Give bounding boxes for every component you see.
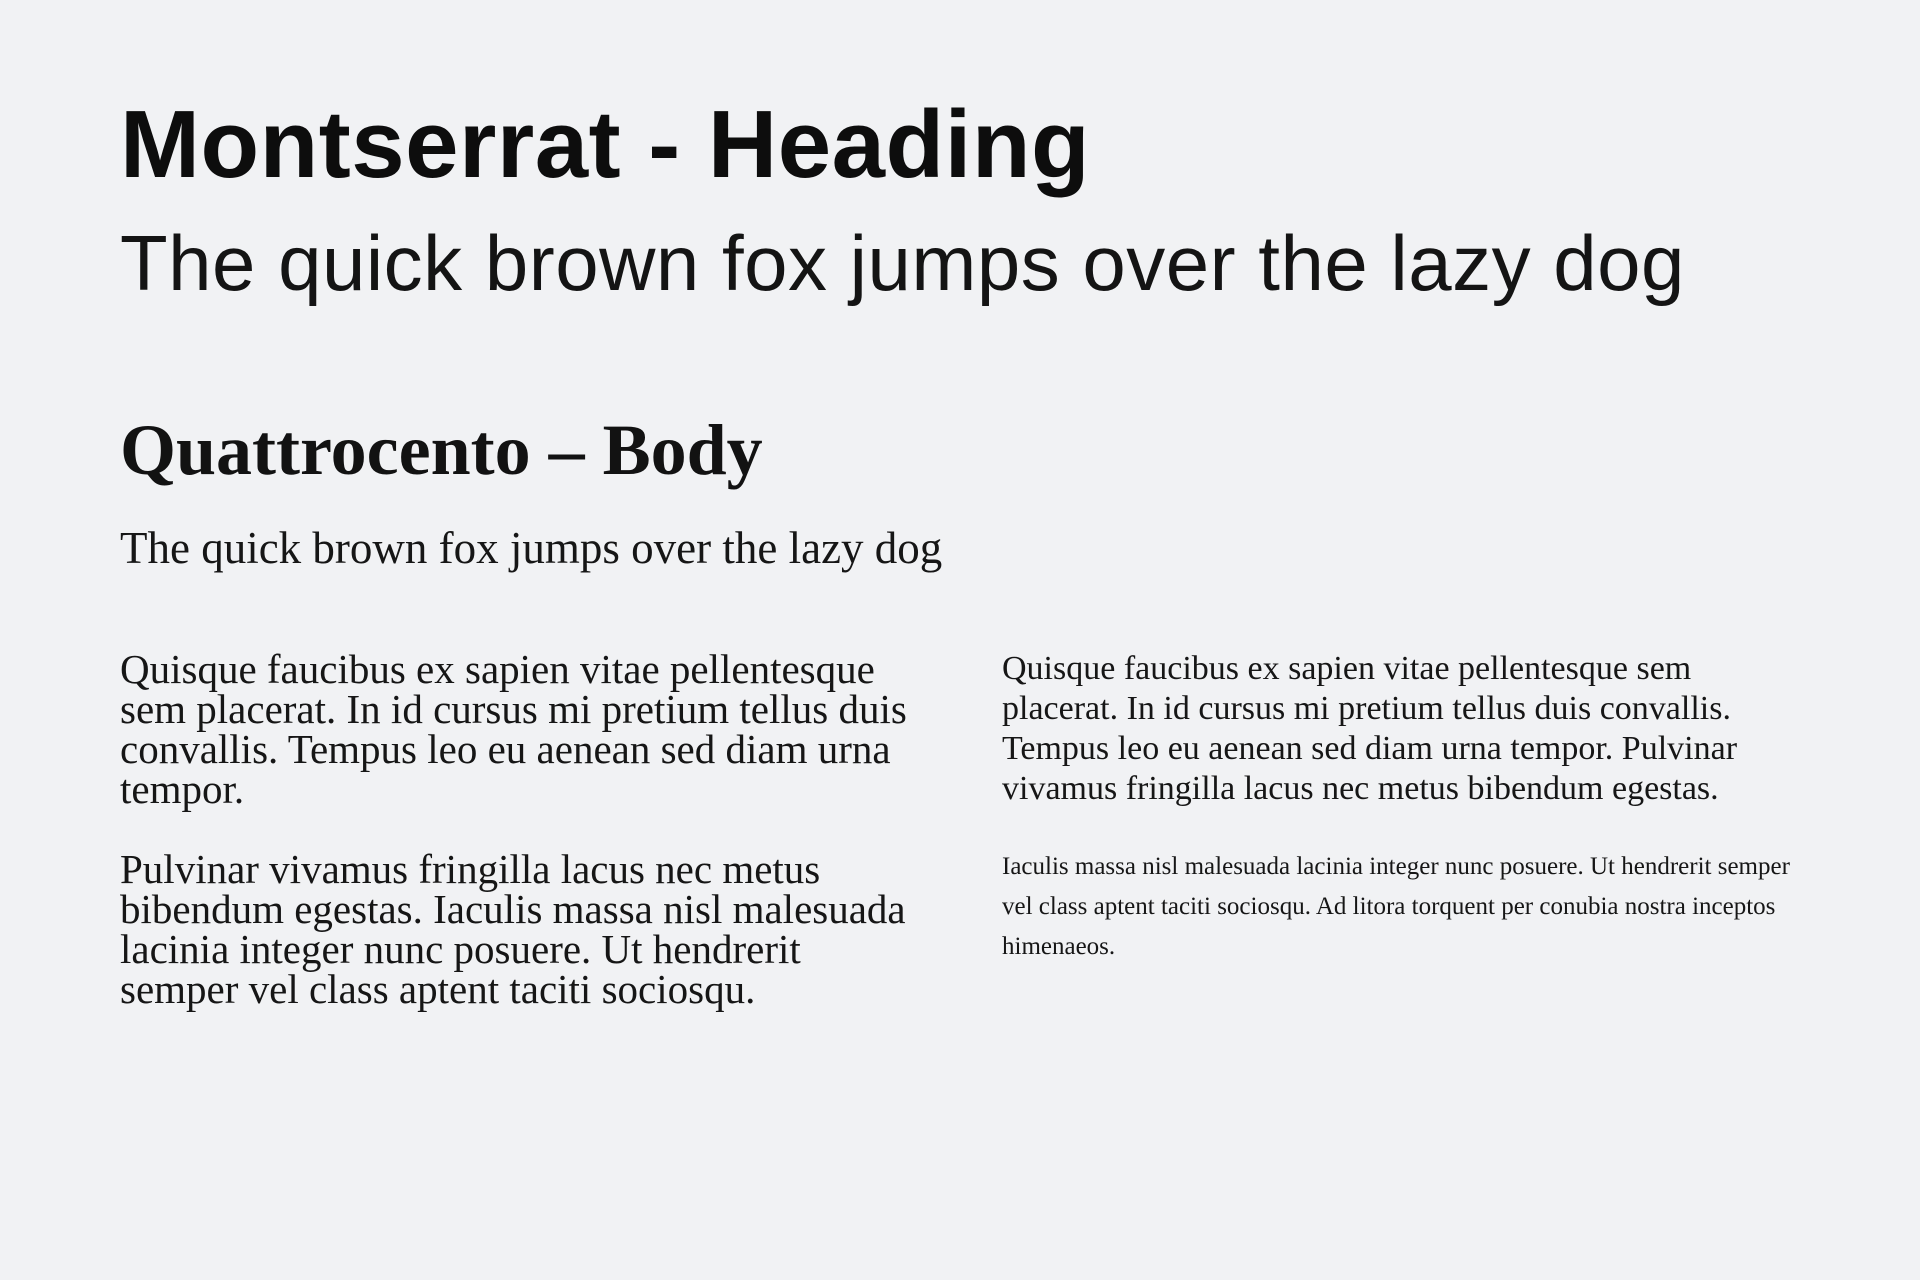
left-column-paragraph-2: Pulvinar vivamus fringilla lacus nec metus bibendum egestas. Iaculis massa nisl malesuada lacinia integer nunc posuere. Ut hendrerit semper vel class aptent taciti sociosqu.	[120, 846, 906, 1012]
left-column-paragraph-1: Quisque faucibus ex sapien vitae pellentesque sem placerat. In id cursus mi pretium tellus duis convallis. Tempus leo eu aenean sed diam urna tempor.	[120, 646, 907, 812]
body-font-pangram: The quick brown fox jumps over the lazy dog	[120, 523, 943, 573]
specimen-columns	[120, 646, 1800, 1012]
heading-font-name: Montserrat - Heading	[120, 91, 1091, 198]
body-font-name: Quattrocento – Body	[120, 410, 763, 490]
specimen-right-column	[1002, 649, 1800, 1009]
heading-font-pangram: The quick brown fox jumps over the lazy dog	[120, 219, 1685, 307]
right-column-paragraph: Quisque faucibus ex sapien vitae pellentesque sem placerat. In id cursus mi pretium tellus duis convallis. Tempus leo eu aenean sed diam urna tempor. Pulvinar vivamus fringilla lacus nec metus bibendum egestas.	[1002, 650, 1738, 807]
right-column-caption: Iaculis massa nisl malesuada lacinia integer nunc posuere. Ut hendrerit semper vel class aptent taciti sociosqu. Ad litora torquent per conubia nostra inceptos himenaeos.	[1002, 853, 1790, 960]
specimen-left-column	[120, 646, 918, 1012]
